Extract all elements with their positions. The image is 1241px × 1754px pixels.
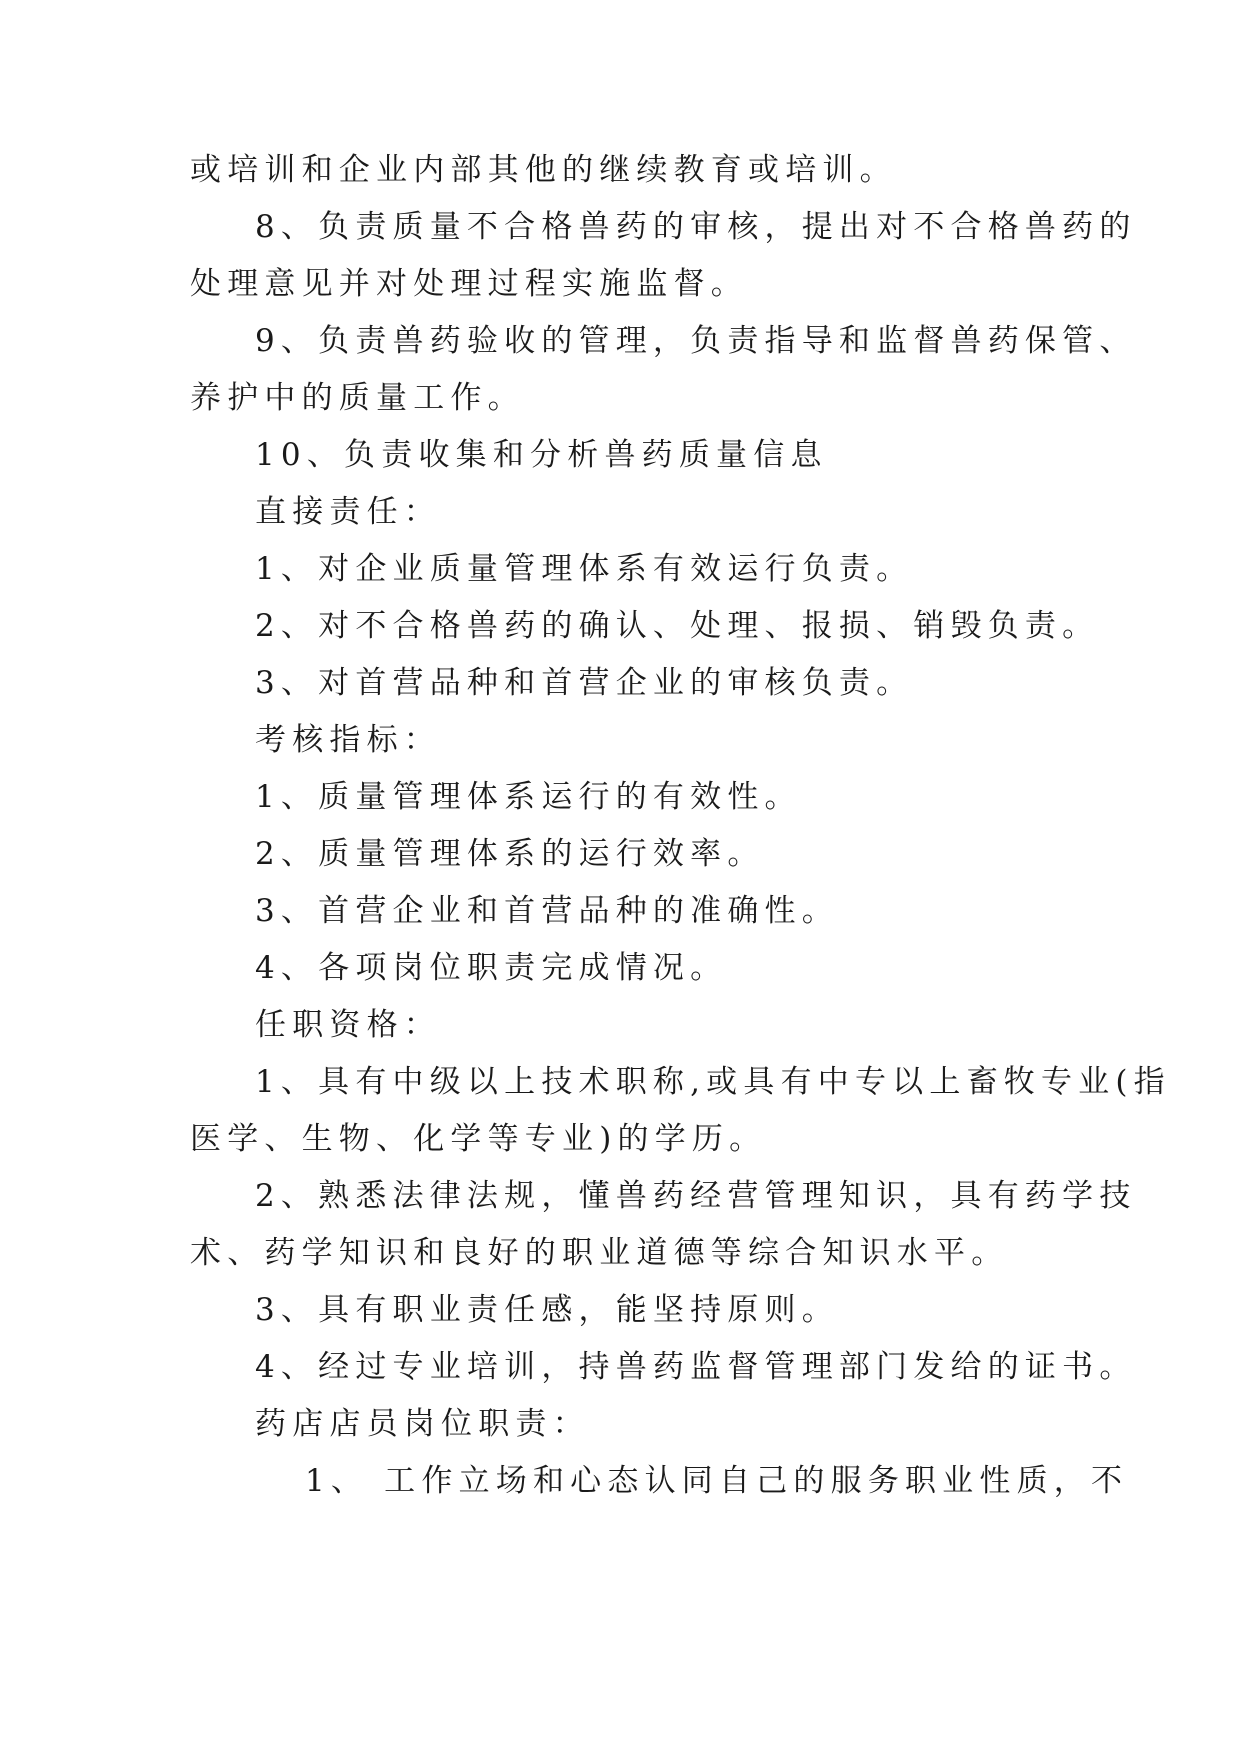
text-line-19: 2、熟悉法律法规，懂兽药经营管理知识，具有药学技 (255, 1178, 1137, 1214)
text-line-3: 处理意见并对处理过程实施监督。 (190, 266, 748, 302)
text-line-2: 8、负责质量不合格兽药的审核，提出对不合格兽药的 (255, 209, 1137, 245)
text-line-5: 养护中的质量工作。 (190, 380, 525, 416)
section-heading-assessment: 考核指标： (255, 722, 441, 758)
text-line-17: 1、具有中级以上技术职称,或具有中专以上畜牧专业(指 (255, 1064, 1171, 1100)
text-line-22: 4、经过专业培训，持兽药监督管理部门发给的证书。 (255, 1349, 1137, 1385)
section-heading-clerk-duties: 药店店员岗位职责： (255, 1406, 590, 1442)
text-line-10: 3、对首营品种和首营企业的审核负责。 (255, 665, 914, 701)
text-line-1: 或培训和企业内部其他的继续教育或培训。 (190, 152, 897, 188)
text-line-4: 9、负责兽药验收的管理，负责指导和监督兽药保管、 (255, 323, 1137, 359)
text-line-18: 医学、生物、化学等专业)的学历。 (190, 1121, 767, 1157)
text-line-14: 3、首营企业和首营品种的准确性。 (255, 893, 839, 929)
section-heading-direct-responsibility: 直接责任： (255, 494, 441, 530)
text-line-21: 3、具有职业责任感，能坚持原则。 (255, 1292, 839, 1328)
text-line-20: 术、药学知识和良好的职业道德等综合知识水平。 (190, 1235, 1009, 1271)
text-line-9: 2、对不合格兽药的确认、处理、报损、销毁负责。 (255, 608, 1100, 644)
text-line-13: 2、质量管理体系的运行效率。 (255, 836, 765, 872)
text-line-15: 4、各项岗位职责完成情况。 (255, 950, 728, 986)
text-line-24: 1、 工作立场和心态认同自己的服务职业性质，不 (305, 1463, 1129, 1499)
text-line-12: 1、质量管理体系运行的有效性。 (255, 779, 802, 815)
section-heading-qualification: 任职资格： (255, 1007, 441, 1043)
text-line-6: 10、负责收集和分析兽药质量信息 (255, 437, 828, 473)
text-line-8: 1、对企业质量管理体系有效运行负责。 (255, 551, 914, 587)
